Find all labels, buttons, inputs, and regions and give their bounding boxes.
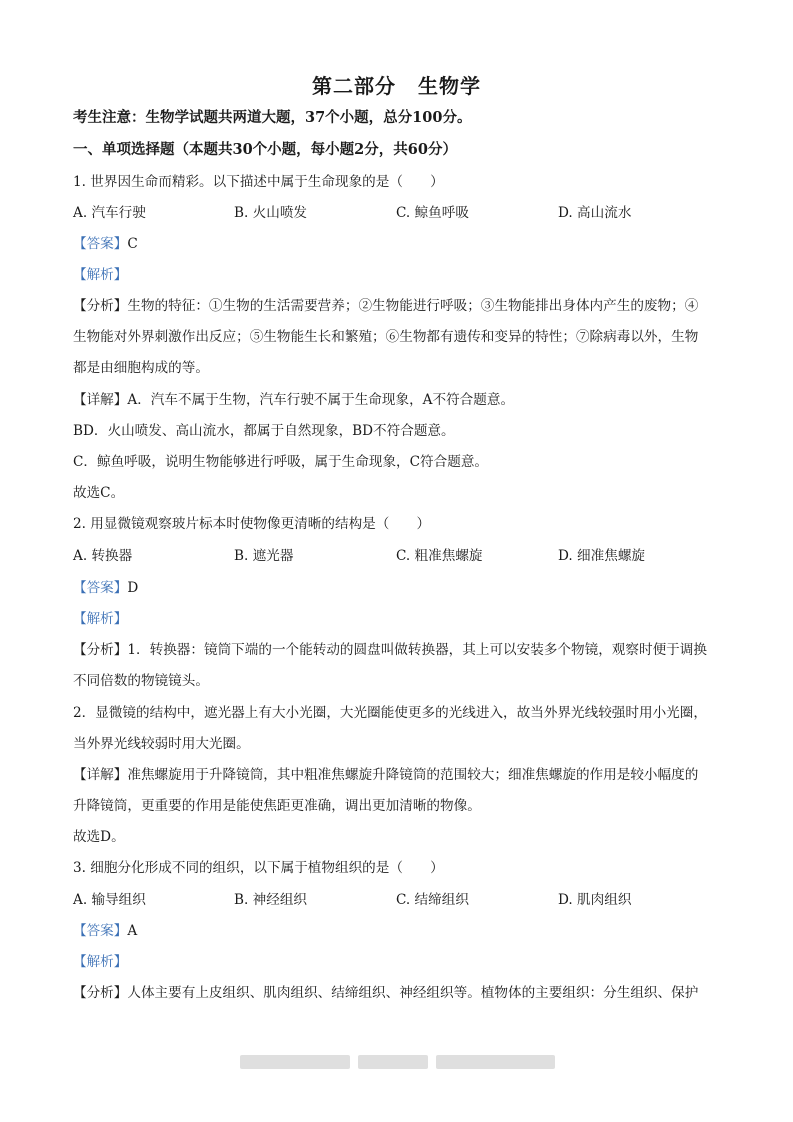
fenxi-line [73,983,721,1003]
question-3-stem: 3. 细胞分化形成不同的组织，以下属于植物组织的是（ ） [73,860,444,876]
detail-text: 准焦螺旋用于升降镜筒，其中粗准焦螺旋升降镜筒的范围较大；细准焦螺旋的作用是较小幅度的 [127,767,699,783]
fenxi-text: 生物的特征：①生物的生活需要营养；②生物能进行呼吸；③生物能排出身体内产生的废物；④ [127,298,699,314]
option-a: A. 输导组织 [73,892,146,908]
option-b: B. 火山喷发 [234,205,308,221]
detail-line: 升降镜筒，更重要的作用是能使焦距更准确，调出更加清晰的物像。 [73,798,481,814]
fenxi-line: 都是由细胞构成的等。 [73,360,209,376]
analysis-tag: 【解析】 [73,611,128,627]
detail-line [73,390,721,410]
exam-notice: 考生注意：生物学试题共两道大题，37个小题，总分100分。 [73,109,472,126]
section-heading: 一、单项选择题（本题共30个小题，每小题2分，共60分） [73,141,457,158]
fenxi-tag: 【分析】 [73,298,128,314]
fenxi-line: 2．显微镜的结构中，遮光器上有大小光圈，大光圈能使更多的光线进入，故当外界光线较强时用小光圈， [73,705,707,721]
answer-line [73,234,721,254]
option-d: D. 高山流水 [558,205,632,221]
answer-value: D [127,580,139,596]
answer-tag: 【答案】 [73,236,128,252]
fenxi-tag: 【分析】 [73,642,128,658]
analysis-tag: 【解析】 [73,954,128,970]
analysis-tag: 【解析】 [73,267,128,283]
detail-line: BD．火山喷发、高山流水，都属于自然现象，BD不符合题意。 [73,423,455,439]
option-a: A. 转换器 [73,548,133,564]
conclusion-line: 故选D。 [73,829,125,845]
option-b: B. 遮光器 [234,548,294,564]
fenxi-tag: 【分析】 [73,985,128,1001]
detail-line: C．鲸鱼呼吸，说明生物能够进行呼吸，属于生命现象，C符合题意。 [73,454,489,470]
answer-tag: 【答案】 [73,923,128,939]
answer-tag: 【答案】 [73,580,128,596]
fenxi-text: 1．转换器：镜筒下端的一个能转动的圆盘叫做转换器，其上可以安装多个物镜，观察时便于调换 [127,642,707,658]
fenxi-text: 人体主要有上皮组织、肌肉组织、结缔组织、神经组织等。植物体的主要组织：分生组织、保护 [127,985,699,1001]
question-1-stem: 1. 世界因生命而精彩。以下描述中属于生命现象的是（ ） [73,174,444,190]
fenxi-line: 不同倍数的物镜镜头。 [73,673,209,689]
question-2-stem: 2. 用显微镜观察玻片标本时使物像更清晰的结构是（ ） [73,516,431,532]
option-c: C. 鲸鱼呼吸 [396,205,469,221]
detail-line [73,765,721,785]
detail-tag: 【详解】 [73,767,128,783]
title-part: 第二部分 [312,74,396,98]
answer-value: C [127,236,138,252]
option-d: D. 肌肉组织 [558,892,632,908]
fenxi-line [73,296,721,316]
option-a: A. 汽车行驶 [73,205,146,221]
analysis-line [73,952,721,972]
fenxi-line: 当外界光线较弱时用大光圈。 [73,736,250,752]
answer-line [73,578,721,598]
detail-text: A．汽车不属于生物，汽车行驶不属于生命现象，A不符合题意。 [127,392,515,408]
blurred-footer-watermark [240,1055,555,1069]
conclusion-line: 故选C。 [73,485,125,501]
option-c: C. 粗准焦螺旋 [396,548,483,564]
analysis-line [73,609,721,629]
detail-tag: 【详解】 [73,392,128,408]
option-b: B. 神经组织 [234,892,308,908]
fenxi-line [73,640,721,660]
page-title [0,70,793,99]
answer-line [73,921,721,941]
title-subject: 生物学 [418,74,481,98]
answer-value: A [127,923,138,939]
fenxi-line: 生物能对外界刺激作出反应；⑤生物能生长和繁殖；⑥生物都有遗传和变异的特性；⑦除病毒以外，生物 [73,329,699,345]
analysis-line [73,265,721,285]
option-c: C. 结缔组织 [396,892,469,908]
option-d: D. 细准焦螺旋 [558,548,646,564]
